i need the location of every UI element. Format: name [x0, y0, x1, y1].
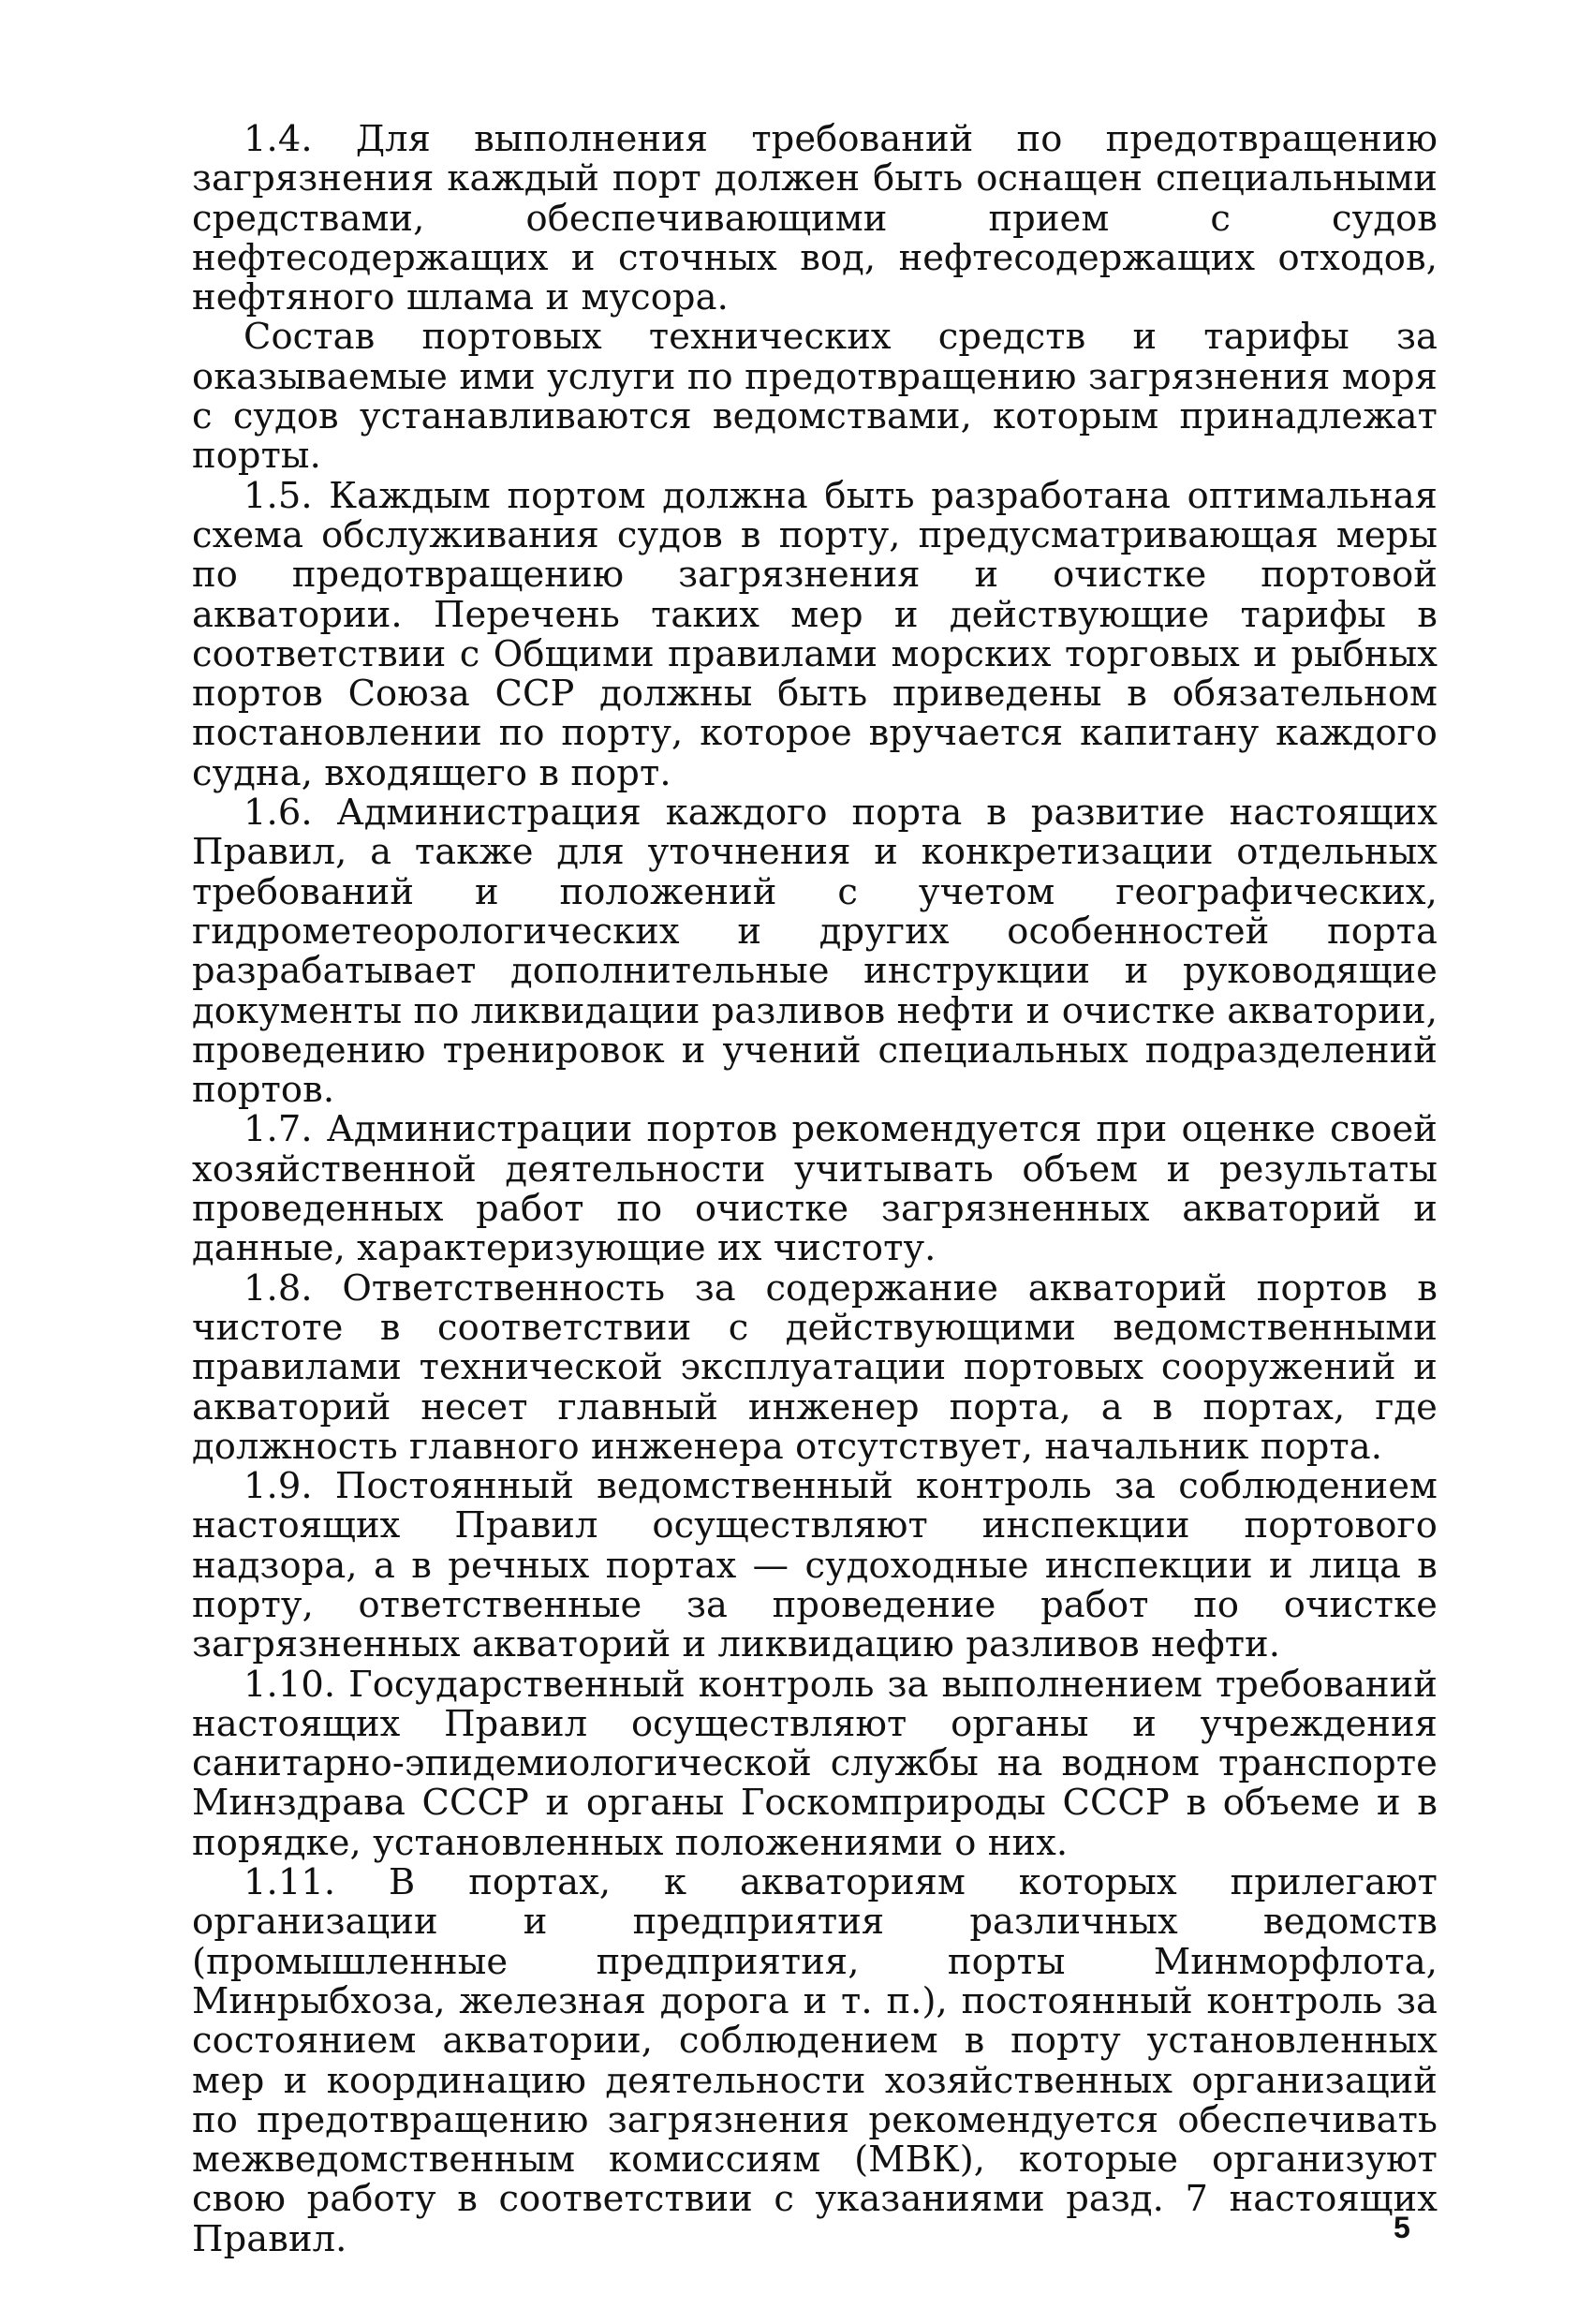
paragraph-1-11: 1.11. В портах, к акваториям которых прилегают организации и предприятия различных ведомств (промышленные предприятия, порты Минморфлота, Минрыбхоза, железная дорога и т. п.), постоянный контроль за состоянием акватории, соблюдением в порту установленных мер и координацию деятельности хозяйственных организаций по предотвращению загрязнения рекомендуется обеспечивать межведомственным комиссиям (МВК), которые организуют свою работу в соответствии с указаниями разд. 7 настоящих Правил. [192, 1861, 1438, 2260]
paragraph-1-5: 1.5. Каждым портом должна быть разработана оптимальная схема обслуживания судов в порту, предусматривающая меры по предотвращению загрязнения и очистке портовой акватории. Перечень таких мер и действующие тарифы в соответствии с Общими правилами морских торговых и рыбных портов Союза ССР должны быть приведены в обязательном постановлении по порту, которое вручается капитану каждого судна, входящего в порт. [192, 474, 1438, 794]
paragraph-1-4-tariffs: Состав портовых технических средств и тарифы за оказываемые ими услуги по предотвращению загрязнения моря с судов устанавливаются ведомствами, которым принадлежат порты. [192, 316, 1438, 478]
paragraph-1-7: 1.7. Администрации портов рекомендуется при оценке своей хозяйственной деятельности учитывать объем и результаты проведенных работ по очистке загрязненных акваторий и данные, характеризующие их чистоту. [192, 1108, 1438, 1270]
paragraph-1-9: 1.9. Постоянный ведомственный контроль за соблюдением настоящих Правил осуществляют инспекции портового надзора, а в речных портах — судоходные инспекции и лица в порту, ответственные за проведение работ по очистке загрязненных акваторий и ликвидацию разливов нефти. [192, 1465, 1438, 1666]
paragraph-1-6: 1.6. Администрация каждого порта в развитие настоящих Правил, а также для уточнения и конкретизации отдельных требований и положений с учетом географических, гидрометеорологических и других особенностей порта разрабатывает дополнительные инструкции и руководящие документы по ликвидации разливов нефти и очистке акватории, проведению тренировок и учений специальных подразделений портов. [192, 792, 1438, 1112]
paragraph-1-8: 1.8. Ответственность за содержание акваторий портов в чистоте в соответствии с действующими ведомственными правилами технической эксплуатации портовых сооружений и акваторий несет главный инженер порта, а в портах, где должность главного инженера отсутствует, начальник порта. [192, 1266, 1438, 1468]
paragraph-1-4: 1.4. Для выполнения требований по предотвращению загрязнения каждый порт должен быть оснащен специальными средствами, обеспечивающими прием с судов нефтесодержащих и сточных вод, нефтесодержащих отходов, нефтяного шлама и мусора. [192, 118, 1438, 319]
page-number: 5 [1394, 2211, 1410, 2244]
document-page [192, 120, 1438, 2259]
paragraph-1-10: 1.10. Государственный контроль за выполнением требований настоящих Правил осуществляют органы и учреждения санитарно-эпидемиологической службы на водном транспорте Минздрава СССР и органы Госкомприроды СССР в объеме и в порядке, установленных положениями о них. [192, 1663, 1438, 1864]
